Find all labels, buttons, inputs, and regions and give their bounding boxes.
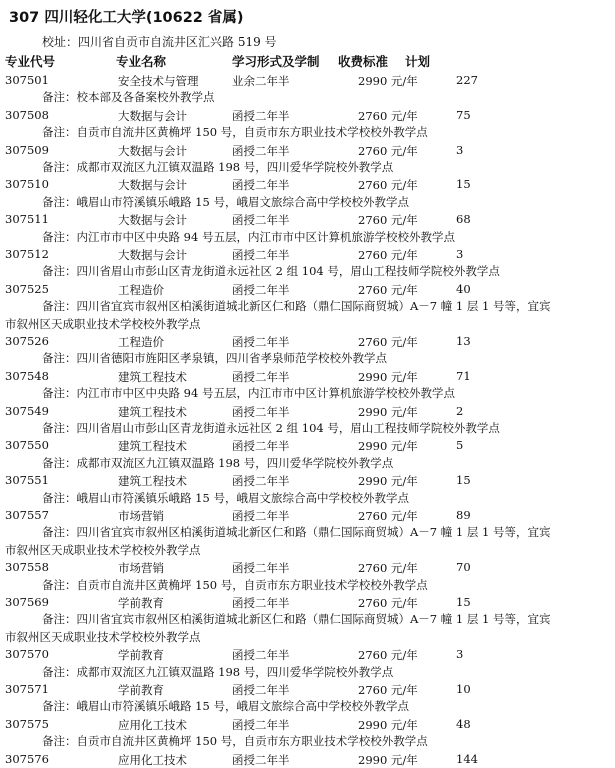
tuition-fee: 2760 元/年 — [358, 213, 418, 228]
enrollment-plan: 2 — [456, 403, 464, 418]
header-name: 专业名称 — [116, 54, 167, 69]
tuition-fee: 2990 元/年 — [358, 717, 418, 732]
study-mode: 函授二年半 — [232, 752, 290, 767]
program-code: 307576 — [5, 751, 49, 766]
study-mode: 函授二年半 — [232, 648, 290, 663]
program-name: 建筑工程技术 — [118, 404, 187, 419]
enrollment-plan: 3 — [456, 647, 464, 662]
table-header — [0, 52, 615, 70]
program-code: 307549 — [5, 403, 49, 418]
tuition-fee: 2990 元/年 — [358, 752, 418, 767]
program-code: 307571 — [5, 681, 49, 696]
program-row — [0, 107, 615, 124]
program-note — [0, 664, 615, 681]
enrollment-plan: 5 — [456, 438, 464, 453]
note-text: 备注：四川省眉山市彭山区青龙街道永远社区 2 组 104 号，眉山工程技师学院校外教学点 — [42, 264, 500, 279]
study-mode: 函授二年半 — [232, 247, 290, 262]
header-plan: 计划 — [405, 54, 431, 69]
header-mode: 学习形式及学制 — [232, 54, 320, 69]
enrollment-plan: 10 — [456, 681, 471, 696]
header-fee: 收费标准 — [338, 54, 389, 69]
study-mode: 函授二年半 — [232, 595, 290, 610]
program-name: 学前教育 — [118, 682, 164, 697]
program-row — [0, 333, 615, 350]
program-name: 学前教育 — [118, 648, 164, 663]
study-mode: 函授二年半 — [232, 282, 290, 297]
study-mode: 函授二年半 — [232, 404, 290, 419]
program-name: 学前教育 — [118, 595, 164, 610]
program-note — [0, 298, 615, 333]
program-row — [0, 472, 615, 489]
header-code: 专业代号 — [5, 54, 56, 69]
program-note — [0, 420, 615, 437]
program-note — [0, 490, 615, 507]
note-text: 备注：校本部及各备案校外教学点 — [42, 90, 215, 105]
note-text: 备注：内江市市中区中央路 94 号五层，内江市市中区计算机旅游学校校外教学点 — [42, 229, 455, 244]
enrollment-plan: 15 — [456, 473, 471, 488]
program-name: 工程造价 — [118, 282, 164, 297]
note-text-continued: 市叙州区天成职业技术学校校外教学点 — [5, 316, 201, 331]
program-note — [0, 263, 615, 280]
enrollment-plan: 15 — [456, 594, 471, 609]
note-text-continued: 市叙州区天成职业技术学校校外教学点 — [5, 542, 201, 557]
enrollment-plan: 75 — [456, 107, 471, 122]
program-note — [0, 698, 615, 715]
tuition-fee: 2760 元/年 — [358, 108, 418, 123]
study-mode: 函授二年半 — [232, 682, 290, 697]
program-name: 市场营销 — [118, 561, 164, 576]
campus-address: 校址：四川省自贡市自流井区汇兴路 519 号 — [42, 35, 277, 49]
program-note — [0, 524, 615, 559]
note-text: 备注：峨眉山市符溪镇乐峨路 15 号，峨眉文旅综合高中学校校外教学点 — [42, 194, 409, 209]
tuition-fee: 2990 元/年 — [358, 404, 418, 419]
program-row — [0, 594, 615, 611]
enrollment-plan: 144 — [456, 751, 478, 766]
program-code: 307509 — [5, 142, 49, 157]
note-text: 备注：自贡市自流井区黄桷坪 150 号，自贡市东方职业技术学校校外教学点 — [42, 125, 428, 140]
program-row — [0, 368, 615, 385]
note-text: 备注：四川省宜宾市叙州区柏溪街道城北新区仁和路（鼎仁国际商贸城）A－7 幢 1 层 1 号等，宜宾 — [42, 525, 551, 540]
program-row — [0, 681, 615, 698]
enrollment-plan: 3 — [456, 246, 464, 261]
program-row — [0, 559, 615, 576]
program-name: 大数据与会计 — [118, 108, 187, 123]
note-text: 备注：成都市双流区九江镇双温路 198 号，四川爱华学院校外教学点 — [42, 159, 394, 174]
program-code: 307508 — [5, 107, 49, 122]
enrollment-plan: 3 — [456, 142, 464, 157]
program-code: 307558 — [5, 560, 49, 575]
program-name: 大数据与会计 — [118, 143, 187, 158]
program-name: 建筑工程技术 — [118, 369, 187, 384]
program-row — [0, 281, 615, 298]
program-note — [0, 229, 615, 246]
enrollment-plan: 15 — [456, 177, 471, 192]
tuition-fee: 2990 元/年 — [358, 474, 418, 489]
note-text: 备注：峨眉山市符溪镇乐峨路 15 号，峨眉文旅综合高中学校校外教学点 — [42, 490, 409, 505]
note-text: 备注：内江市市中区中央路 94 号五层，内江市市中区计算机旅游学校校外教学点 — [42, 386, 455, 401]
program-list — [0, 72, 615, 768]
institution-title: 307 四川轻化工大学(10622 省属) — [9, 10, 244, 26]
program-name: 应用化工技术 — [118, 752, 187, 767]
program-note — [0, 611, 615, 646]
tuition-fee: 2760 元/年 — [358, 143, 418, 158]
program-code: 307510 — [5, 177, 49, 192]
program-name: 建筑工程技术 — [118, 474, 187, 489]
enrollment-plan: 13 — [456, 333, 471, 348]
program-row — [0, 176, 615, 193]
program-name: 大数据与会计 — [118, 247, 187, 262]
study-mode: 函授二年半 — [232, 561, 290, 576]
enrollment-plan: 40 — [456, 281, 471, 296]
program-code: 307525 — [5, 281, 49, 296]
enrollment-plan: 48 — [456, 716, 471, 731]
tuition-fee: 2760 元/年 — [358, 282, 418, 297]
program-row — [0, 716, 615, 733]
program-name: 安全技术与管理 — [118, 74, 199, 88]
program-code: 307569 — [5, 594, 49, 609]
note-text: 备注：四川省德阳市旌阳区孝泉镇，四川省孝泉师范学校校外教学点 — [42, 351, 387, 366]
program-name: 工程造价 — [118, 334, 164, 349]
study-mode: 函授二年半 — [232, 178, 290, 193]
program-name: 大数据与会计 — [118, 213, 187, 228]
study-mode: 函授二年半 — [232, 474, 290, 489]
program-name: 建筑工程技术 — [118, 439, 187, 454]
program-row — [0, 507, 615, 524]
program-note — [0, 194, 615, 211]
study-mode: 函授二年半 — [232, 108, 290, 123]
program-row — [0, 142, 615, 159]
study-mode: 函授二年半 — [232, 508, 290, 523]
program-code: 307501 — [5, 73, 49, 87]
note-text: 备注：四川省眉山市彭山区青龙街道永远社区 2 组 104 号，眉山工程技师学院校外教学点 — [42, 420, 500, 435]
note-text: 备注：自贡市自流井区黄桷坪 150 号，自贡市东方职业技术学校校外教学点 — [42, 734, 428, 749]
program-code: 307512 — [5, 246, 49, 261]
program-code: 307511 — [5, 212, 49, 227]
study-mode: 业余二年半 — [232, 74, 290, 88]
program-code: 307548 — [5, 368, 49, 383]
tuition-fee: 2760 元/年 — [358, 178, 418, 193]
program-note — [0, 733, 615, 750]
program-row — [0, 246, 615, 263]
enrollment-plan: 71 — [456, 368, 471, 383]
tuition-fee: 2760 元/年 — [358, 648, 418, 663]
note-text-continued: 市叙州区天成职业技术学校校外教学点 — [5, 629, 201, 644]
program-note — [0, 350, 615, 367]
enrollment-plan: 70 — [456, 560, 471, 575]
program-code: 307551 — [5, 473, 49, 488]
program-note — [0, 89, 615, 106]
tuition-fee: 2760 元/年 — [358, 508, 418, 523]
study-mode: 函授二年半 — [232, 439, 290, 454]
program-code: 307557 — [5, 507, 49, 522]
program-note — [0, 455, 615, 472]
program-note — [0, 385, 615, 402]
program-code: 307575 — [5, 716, 49, 731]
tuition-fee: 2760 元/年 — [358, 595, 418, 610]
program-row — [0, 403, 615, 420]
program-row — [0, 437, 615, 454]
enrollment-plan: 68 — [456, 212, 471, 227]
program-note — [0, 124, 615, 141]
tuition-fee: 2760 元/年 — [358, 334, 418, 349]
tuition-fee: 2990 元/年 — [358, 74, 418, 88]
program-name: 大数据与会计 — [118, 178, 187, 193]
study-mode: 函授二年半 — [232, 334, 290, 349]
enrollment-plan: 89 — [456, 507, 471, 522]
note-text: 备注：四川省宜宾市叙州区柏溪街道城北新区仁和路（鼎仁国际商贸城）A－7 幢 1 层 1 号等，宜宾 — [42, 299, 551, 314]
program-code: 307570 — [5, 647, 49, 662]
program-note — [0, 159, 615, 176]
program-name: 市场营销 — [118, 508, 164, 523]
tuition-fee: 2760 元/年 — [358, 247, 418, 262]
tuition-fee: 2990 元/年 — [358, 439, 418, 454]
note-text: 备注：峨眉山市符溪镇乐峨路 15 号，峨眉文旅综合高中学校校外教学点 — [42, 699, 409, 714]
note-text: 备注：成都市双流区九江镇双温路 198 号，四川爱华学院校外教学点 — [42, 455, 394, 470]
study-mode: 函授二年半 — [232, 213, 290, 228]
program-row — [0, 646, 615, 663]
program-row — [0, 751, 615, 768]
program-name: 应用化工技术 — [118, 717, 187, 732]
program-note — [0, 577, 615, 594]
program-code: 307550 — [5, 438, 49, 453]
tuition-fee: 2990 元/年 — [358, 369, 418, 384]
program-row — [0, 72, 615, 89]
tuition-fee: 2760 元/年 — [358, 682, 418, 697]
note-text: 备注：自贡市自流井区黄桷坪 150 号，自贡市东方职业技术学校校外教学点 — [42, 577, 428, 592]
study-mode: 函授二年半 — [232, 369, 290, 384]
tuition-fee: 2760 元/年 — [358, 561, 418, 576]
enrollment-plan: 227 — [456, 73, 478, 87]
program-code: 307526 — [5, 333, 49, 348]
study-mode: 函授二年半 — [232, 143, 290, 158]
note-text: 备注：四川省宜宾市叙州区柏溪街道城北新区仁和路（鼎仁国际商贸城）A－7 幢 1 层 1 号等，宜宾 — [42, 612, 551, 627]
study-mode: 函授二年半 — [232, 717, 290, 732]
program-row — [0, 211, 615, 228]
note-text: 备注：成都市双流区九江镇双温路 198 号，四川爱华学院校外教学点 — [42, 664, 394, 679]
